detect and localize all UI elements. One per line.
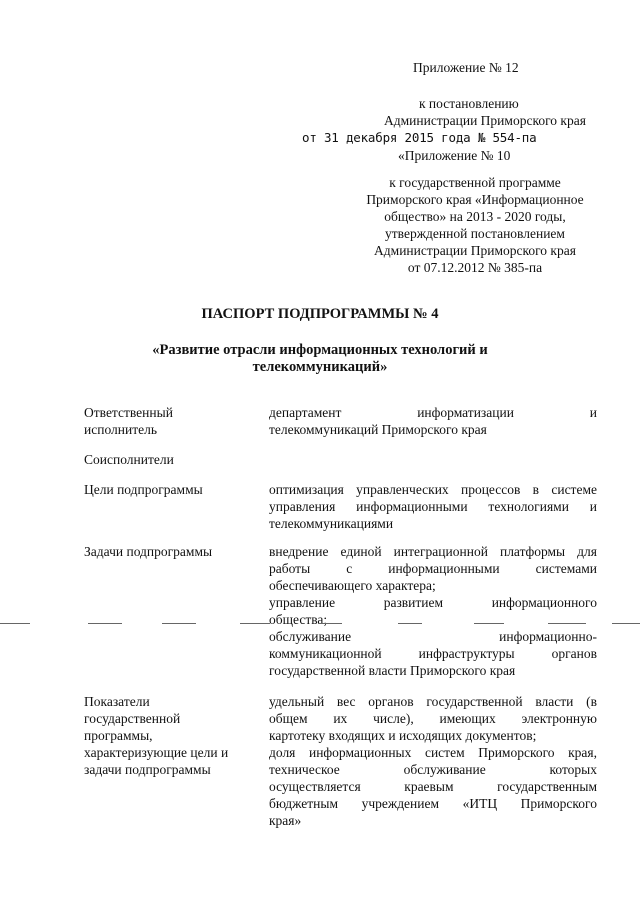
label-line: Ответственный [84,405,173,420]
value-line: телекоммуникациями [269,516,394,531]
to-resolution-text: к постановлению [419,96,519,111]
tasks-label [84,543,259,560]
page-break-mark [88,623,122,624]
label-line: Показатели [84,694,150,709]
goals-value [269,481,597,532]
page-break-mark [474,623,504,624]
label-line: характеризующие цели и [84,745,229,760]
administration-text: Администрации Приморского края [384,113,586,128]
value-line: государственной власти Приморского края [269,663,516,678]
program-name-line-2: общество» на 2013 - 2020 годы, [384,209,566,224]
indicators-value [269,693,597,829]
page-break-mark [162,623,196,624]
tasks-value [269,543,597,679]
page-break-mark [612,623,640,624]
value-line: доля информационных систем Приморского края, [269,745,597,760]
label-line: государственной [84,711,181,726]
subprogram-name-line-1: «Развитие отрасли информационных технологий и [152,342,488,358]
label-line: Цели подпрограммы [84,482,203,497]
value-line: телекоммуникаций Приморского края [269,422,487,437]
label-line: Соисполнители [84,452,174,467]
approved-admin-text: Администрации Приморского края [374,243,576,258]
appendix-number: Приложение № 12 [413,60,519,75]
value-line: общем их числе), имеющих электронную [269,711,597,726]
to-program-text: к государственной программе [389,175,561,190]
value-line: работы с информационными системами [269,561,597,576]
value-line: удельный вес органов государственной власти (в [269,694,597,709]
value-line: техническое обслуживание которых [269,762,597,777]
resolution-date-stamp: от 31 декабря 2015 года № 554-па [302,130,537,145]
label-line: исполнитель [84,422,157,437]
label-line: Задачи подпрограммы [84,544,213,559]
page-break-mark [398,623,422,624]
value-line: коммуникационной инфраструктуры органов [269,646,597,661]
page-break-mark [240,623,270,624]
page-break-mark [318,623,342,624]
label-line: задачи подпрограммы [84,762,211,777]
value-line: оптимизация управленческих процессов в системе [269,482,597,497]
value-line: управления информационными технологиями и [269,499,597,514]
value-line: управление развитием информационного [269,595,597,610]
coexecutors-label [84,451,259,468]
value-line: осуществляется краевым государственным [269,779,597,794]
value-line: края» [269,813,302,828]
goals-label [84,481,259,498]
program-name-line-1: Приморского края «Информационное [366,192,584,207]
value-line: обслуживание информационно- [269,629,597,644]
label-line: программы, [84,728,153,743]
document-title: ПАСПОРТ ПОДПРОГРАММЫ № 4 [201,306,439,322]
page-break-mark [0,623,30,624]
indicators-label [84,693,259,778]
value-line: обеспечивающего характера; [269,578,436,593]
value-line: бюджетным учреждением «ИТЦ Приморского [269,796,597,811]
page-break-mark [548,623,586,624]
value-line: картотеку входящих и исходящих документов; [269,728,537,743]
approved-by-text: утвержденной постановлением [385,226,565,241]
subprogram-name-line-2: телекоммуникаций» [252,359,388,375]
previous-appendix: «Приложение № 10 [398,148,511,163]
responsible-executor-value [269,404,597,438]
approved-date-text: от 07.12.2012 № 385-па [407,260,543,275]
value-line: общества; [269,612,328,627]
responsible-executor-label [84,404,259,438]
value-line: внедрение единой интеграционной платформы для [269,544,597,559]
value-line: департамент информатизации и [269,405,597,420]
